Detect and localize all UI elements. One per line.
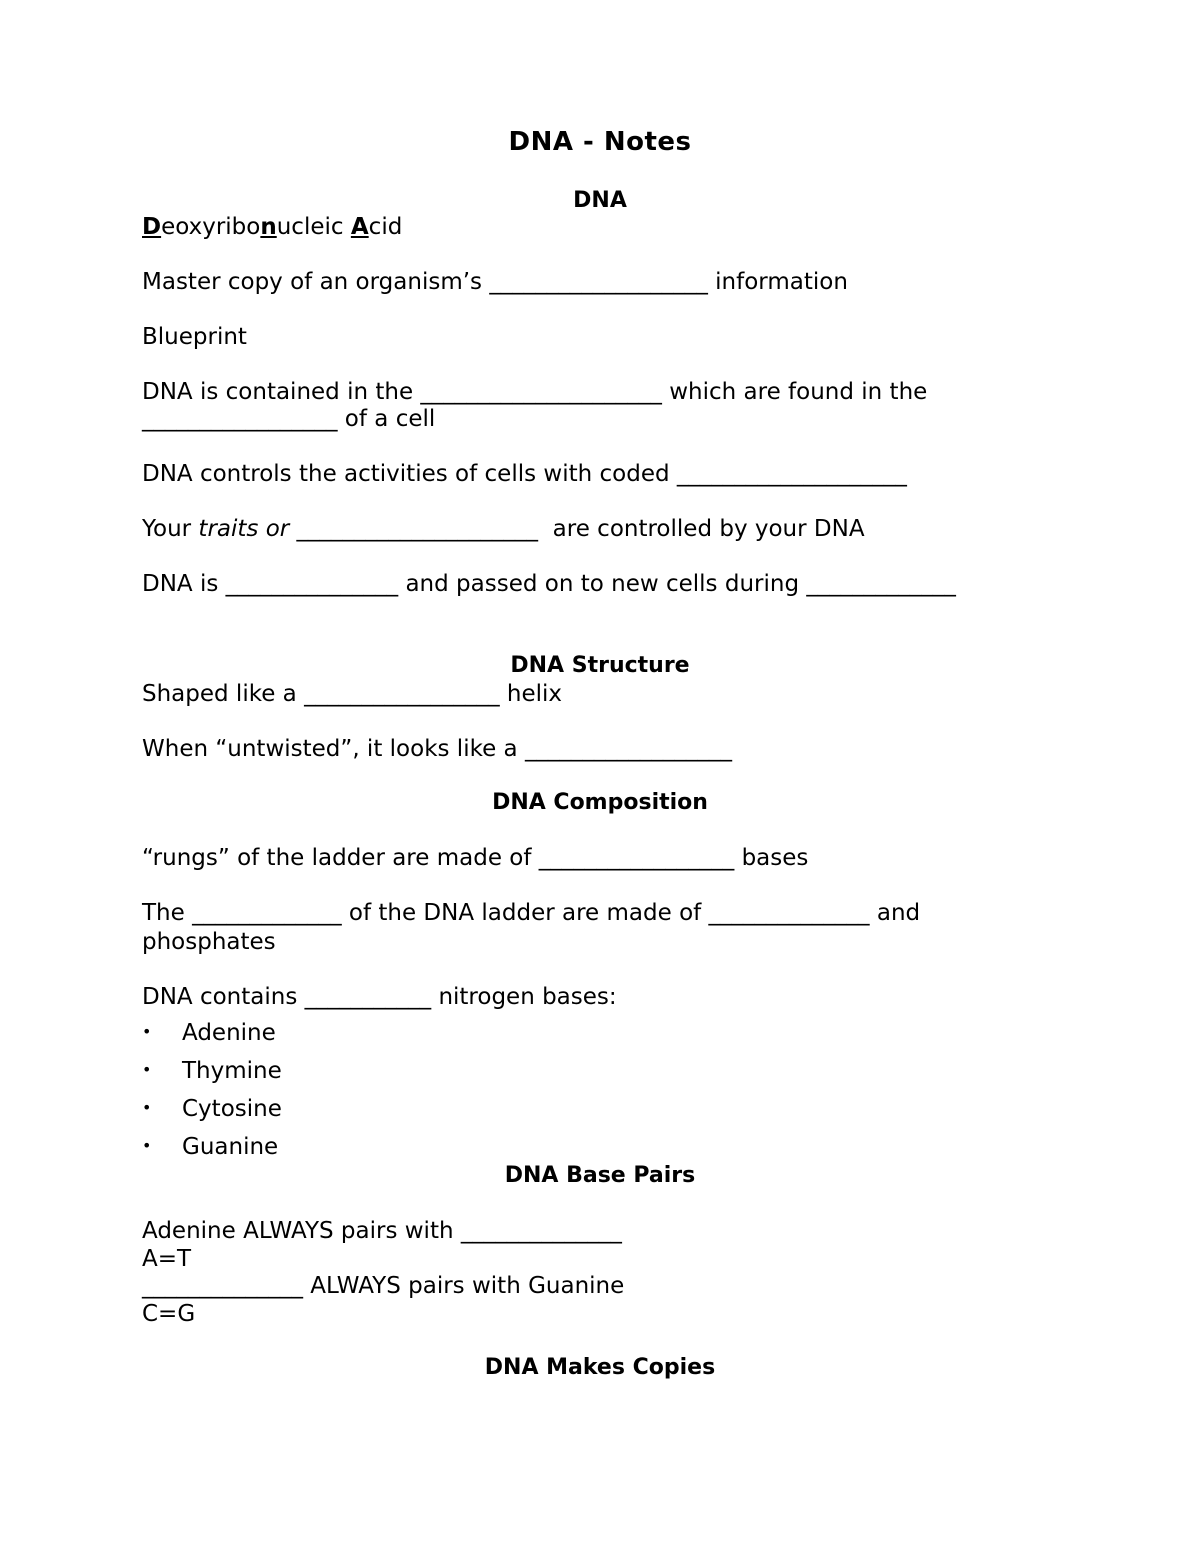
section-heading-dna: DNA — [573, 188, 627, 213]
list-item — [142, 1056, 282, 1085]
note-line: phosphates — [142, 929, 276, 955]
note-line: Master copy of an organism’s ___________________ information — [142, 269, 848, 295]
acronym-letter-d: D — [142, 214, 162, 240]
section-heading-structure: DNA Structure — [510, 653, 690, 678]
acronym-text-1: eoxyribo — [161, 214, 261, 240]
base-name: Adenine — [182, 1020, 276, 1046]
note-line: Blueprint — [142, 324, 247, 350]
base-name: Thymine — [182, 1058, 282, 1084]
bullet-icon: • — [142, 1098, 152, 1117]
note-line: Adenine ALWAYS pairs with ______________ — [142, 1218, 622, 1244]
note-line: A=T — [142, 1246, 192, 1272]
note-line — [142, 515, 865, 543]
section-heading-composition: DNA Composition — [492, 790, 708, 815]
section-heading-base-pairs: DNA Base Pairs — [504, 1163, 696, 1188]
bullet-icon: • — [142, 1136, 152, 1155]
bullet-icon: • — [142, 1060, 152, 1079]
note-line: _________________ of a cell — [142, 406, 436, 432]
note-line: Shaped like a _________________ helix — [142, 681, 563, 707]
acronym-line — [142, 213, 402, 241]
note-line: DNA controls the activities of cells with coded ____________________ — [142, 461, 907, 487]
base-name: Guanine — [182, 1134, 279, 1160]
note-line: C=G — [142, 1301, 196, 1327]
bullet-icon: • — [142, 1022, 152, 1041]
note-line: DNA contains ___________ nitrogen bases: — [142, 984, 617, 1010]
acronym-text-2: ucleic — [276, 214, 351, 240]
list-item — [142, 1018, 276, 1047]
note-line: DNA is contained in the _____________________ which are found in the — [142, 379, 928, 405]
note-line: When “untwisted”, it looks like a __________________ — [142, 736, 732, 762]
page-title: DNA - Notes — [508, 127, 692, 157]
acronym-letter-a: A — [350, 214, 369, 240]
note-line: ______________ ALWAYS pairs with Guanine — [142, 1273, 625, 1299]
traits-suffix: _____________________ are controlled by your DNA — [289, 516, 865, 542]
base-name: Cytosine — [182, 1096, 282, 1122]
section-heading-copies: DNA Makes Copies — [484, 1355, 716, 1380]
note-line: DNA is _______________ and passed on to new cells during _____________ — [142, 571, 956, 597]
list-item — [142, 1094, 282, 1123]
acronym-text-3: cid — [368, 214, 403, 240]
traits-prefix: Your — [142, 516, 199, 542]
acronym-letter-n: n — [260, 214, 277, 240]
list-item — [142, 1132, 278, 1161]
note-line: The _____________ of the DNA ladder are made of ______________ and — [142, 900, 921, 926]
traits-italic: traits or — [198, 516, 290, 542]
note-line: “rungs” of the ladder are made of _________________ bases — [142, 845, 809, 871]
